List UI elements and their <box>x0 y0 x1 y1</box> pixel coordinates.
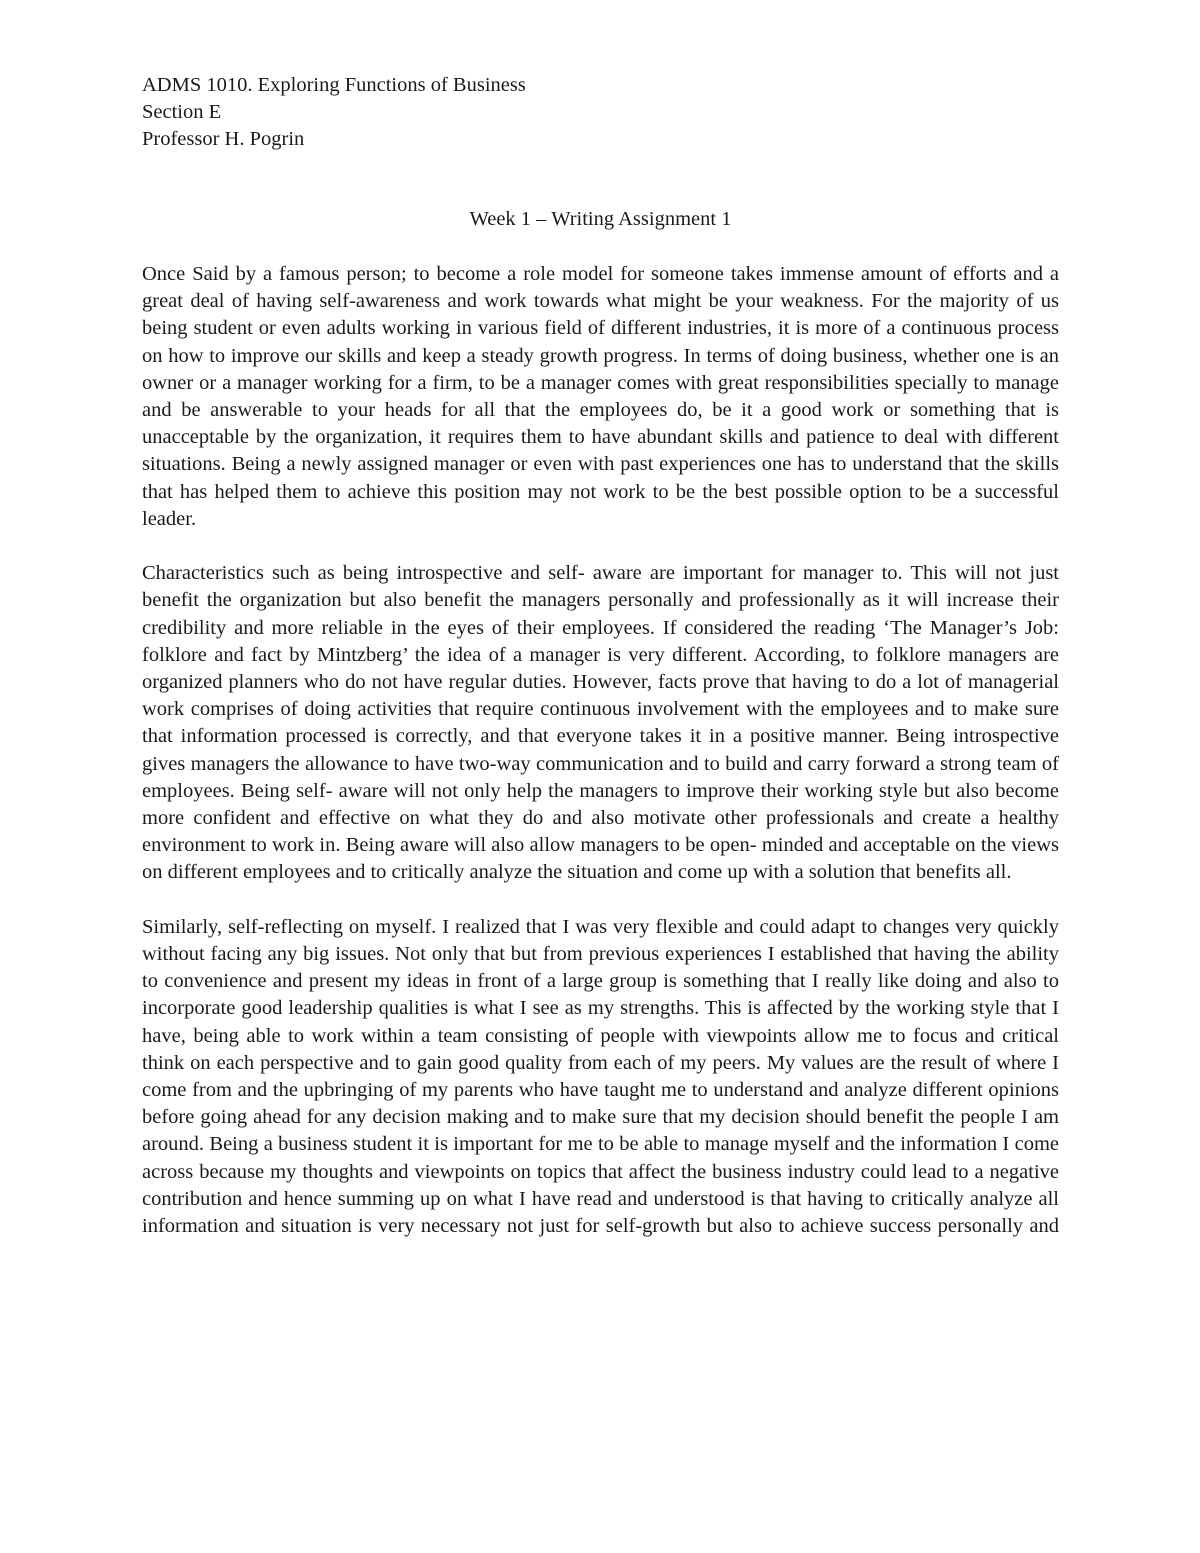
paragraph-1: Once Said by a famous person; to become a role model for someone takes immense amount of efforts and a great deal of having self-awareness and work towards what might be your weakness. For the majority of us being student or even adults working in various field of different industries, it is more of a continuous process on how to improve our skills and keep a steady growth progress. In terms of doing business, whether one is an owner or a manager working for a firm, to be a manager comes with great responsibilities specially to manage and be answerable to your heads for all that the employees do, be it a good work or something that is unacceptable by the organization, it requires them to have abundant skills and patience to deal with different situations. Being a newly assigned manager or even with past experiences one has to understand that the skills that has helped them to achieve this position may not work to be the best possible option to be a successful leader. <box>142 263 1059 530</box>
document-body <box>142 261 1059 1240</box>
course-name: ADMS 1010. Exploring Functions of Business <box>142 74 526 96</box>
section-label: Section E <box>142 101 222 124</box>
paragraph-3: Similarly, self-reflecting on myself. I realized that I was very flexible and could adapt to changes very quickly without facing any big issues. Not only that but from previous experiences I established that having the ability to convenience and present my ideas in front of a large group is something that I really like doing and also to incorporate good leadership qualities is what I see as my strengths. This is affected by the working style that I have, being able to work within a team consisting of people with viewpoints allow me to focus and critical think on each perspective and to gain good quality from each of my peers. My values are the result of where I come from and the upbringing of my parents who have taught me to understand and analyze different opinions before going ahead for any decision making and to make sure that my decision should benefit the people I am around. Being a business student it is important for me to be able to manage myself and the information I come across because my thoughts and viewpoints on topics that affect the business industry could lead to a negative contribution and hence summing up on what I have read and understood is that having to critically analyze all information and situation is very necessary not just for self-growth but also to achieve success personally and <box>142 915 1059 1238</box>
document-title: Week 1 – Writing Assignment 1 <box>469 208 732 230</box>
document-header <box>142 72 1062 154</box>
professor-name: Professor H. Pogrin <box>142 128 305 151</box>
paragraph-2: Characteristics such as being introspective and self- aware are important for manager to. This will not just benefit the organization but also benefit the managers personally and professionally as it will increase their credibility and more reliable in the eyes of their employees. If considered the reading ‘The Manager’s Job: folklore and fact by Mintzberg’ the idea of a manager is very different. According, to folklore managers are organized planners who do not have regular duties. However, facts prove that having to do a lot of managerial work comprises of doing activities that require continuous involvement with the employees and to make sure that information processed is correctly, and that everyone takes it in a positive manner. Being introspective gives managers the allowance to have two-way communication and to build and carry forward a strong team of employees. Being self- aware will not only help the managers to improve their working style but also become more confident and effective on what they do and also motivate other professionals and create a healthy environment to work in. Being aware will also allow managers to be open- minded and acceptable on the views on different employees and to critically analyze the situation and come up with a solution that benefits all. <box>142 562 1059 884</box>
